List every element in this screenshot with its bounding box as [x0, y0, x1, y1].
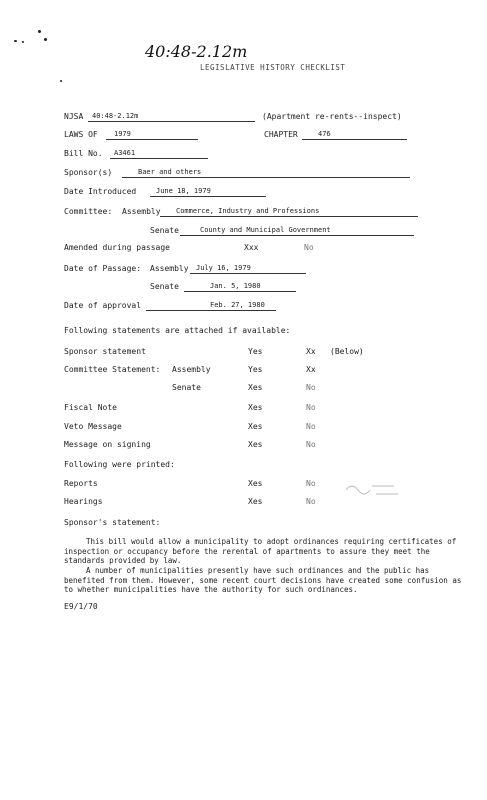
passage-assembly-value: July 16, 1979	[196, 264, 251, 272]
speck-mark	[22, 41, 24, 43]
date-of-approval-value: Feb. 27, 1980	[210, 301, 265, 309]
speck-mark	[60, 80, 62, 82]
amended-no: No	[304, 243, 314, 252]
handwritten-reference: 40:48-2.12m	[145, 42, 248, 61]
date-introduced-label: Date Introduced	[64, 187, 137, 196]
attached-row-yes: Yes	[248, 365, 263, 374]
printed-row-label: Hearings	[64, 497, 103, 506]
amended-label: Amended during passage	[64, 243, 170, 252]
footer-initials: E9/1/70	[64, 602, 98, 611]
attached-row-yes: Xes	[248, 403, 263, 412]
sponsor-paragraph-1: This bill would allow a municipality to adopt ordinances requiring certificates of inspection or occupancy before the rerental of apartments to assure they meet the standards provided by law.	[64, 537, 457, 565]
chapter-label: CHAPTER	[264, 130, 298, 139]
printed-heading: Following were printed:	[64, 460, 175, 469]
attached-row-no: No	[306, 422, 316, 431]
attached-row-no: Xx	[306, 347, 316, 356]
committee-assembly-label: Assembly	[122, 207, 161, 216]
passage-assembly-label: Assembly	[150, 264, 189, 273]
attached-row-label: Message on signing	[64, 440, 151, 449]
sponsor-statement-heading: Sponsor's statement:	[64, 518, 161, 527]
committee-label: Committee:	[64, 207, 113, 216]
committee-assembly-value: Commerce, Industry and Professions	[176, 207, 320, 215]
njsa-label: NJSA	[64, 112, 84, 121]
speck-mark	[44, 38, 47, 41]
attached-row-label: Committee Statement:	[64, 365, 161, 374]
njsa-value: 40:48-2.12m	[92, 112, 139, 120]
sponsor-label: Sponsor(s)	[64, 168, 113, 177]
passage-senate-value: Jan. 5, 1980	[210, 282, 261, 290]
laws-of-value: 1979	[114, 130, 131, 138]
njsa-note: (Apartment re-rents--inspect)	[262, 112, 402, 121]
printed-row-yes: Xes	[248, 497, 263, 506]
attached-row-sub: Senate	[172, 383, 201, 392]
pencil-scribble	[342, 476, 402, 500]
attached-row-yes: Xes	[248, 383, 263, 392]
attached-row-no: Xx	[306, 365, 316, 374]
date-of-approval-label: Date of approval	[64, 301, 142, 310]
attached-heading: Following statements are attached if available:	[64, 326, 291, 335]
printed-row-yes: Xes	[248, 479, 263, 488]
sponsor-paragraph-2: A number of municipalities presently have such ordinances and the public has benefited from them. However, some recent court decisions have created some confusion as to whether municipalities have the authority for such ordinances.	[64, 566, 462, 594]
attached-row-label: Veto Message	[64, 422, 122, 431]
bill-no-value: A3461	[114, 149, 136, 157]
attached-row-yes: Yes	[248, 347, 263, 356]
attached-row-no: No	[306, 383, 316, 392]
attached-row-note: (Below)	[330, 347, 364, 356]
printed-row-label: Reports	[64, 479, 98, 488]
printed-row-no: No	[306, 479, 316, 488]
bill-no-label: Bill No.	[64, 149, 103, 158]
passage-senate-label: Senate	[150, 282, 179, 291]
date-introduced-value: June 18, 1979	[156, 187, 211, 195]
amended-yes: Xxx	[244, 243, 259, 252]
attached-row-label: Sponsor statement	[64, 347, 146, 356]
attached-row-no: No	[306, 403, 316, 412]
speck-mark	[14, 40, 17, 42]
document-title: LEGISLATIVE HISTORY CHECKLIST	[200, 63, 346, 72]
speck-mark	[38, 30, 41, 33]
attached-row-no: No	[306, 440, 316, 449]
attached-row-yes: Xes	[248, 440, 263, 449]
attached-row-sub: Assembly	[172, 365, 211, 374]
date-of-passage-label: Date of Passage:	[64, 264, 142, 273]
committee-senate-value: County and Municipal Government	[200, 226, 331, 234]
attached-row-yes: Xes	[248, 422, 263, 431]
printed-row-no: No	[306, 497, 316, 506]
laws-of-label: LAWS OF	[64, 130, 98, 139]
sponsor-value: Baer and others	[138, 168, 202, 176]
attached-row-label: Fiscal Note	[64, 403, 117, 412]
committee-senate-label: Senate	[150, 226, 179, 235]
chapter-value: 476	[318, 130, 331, 138]
